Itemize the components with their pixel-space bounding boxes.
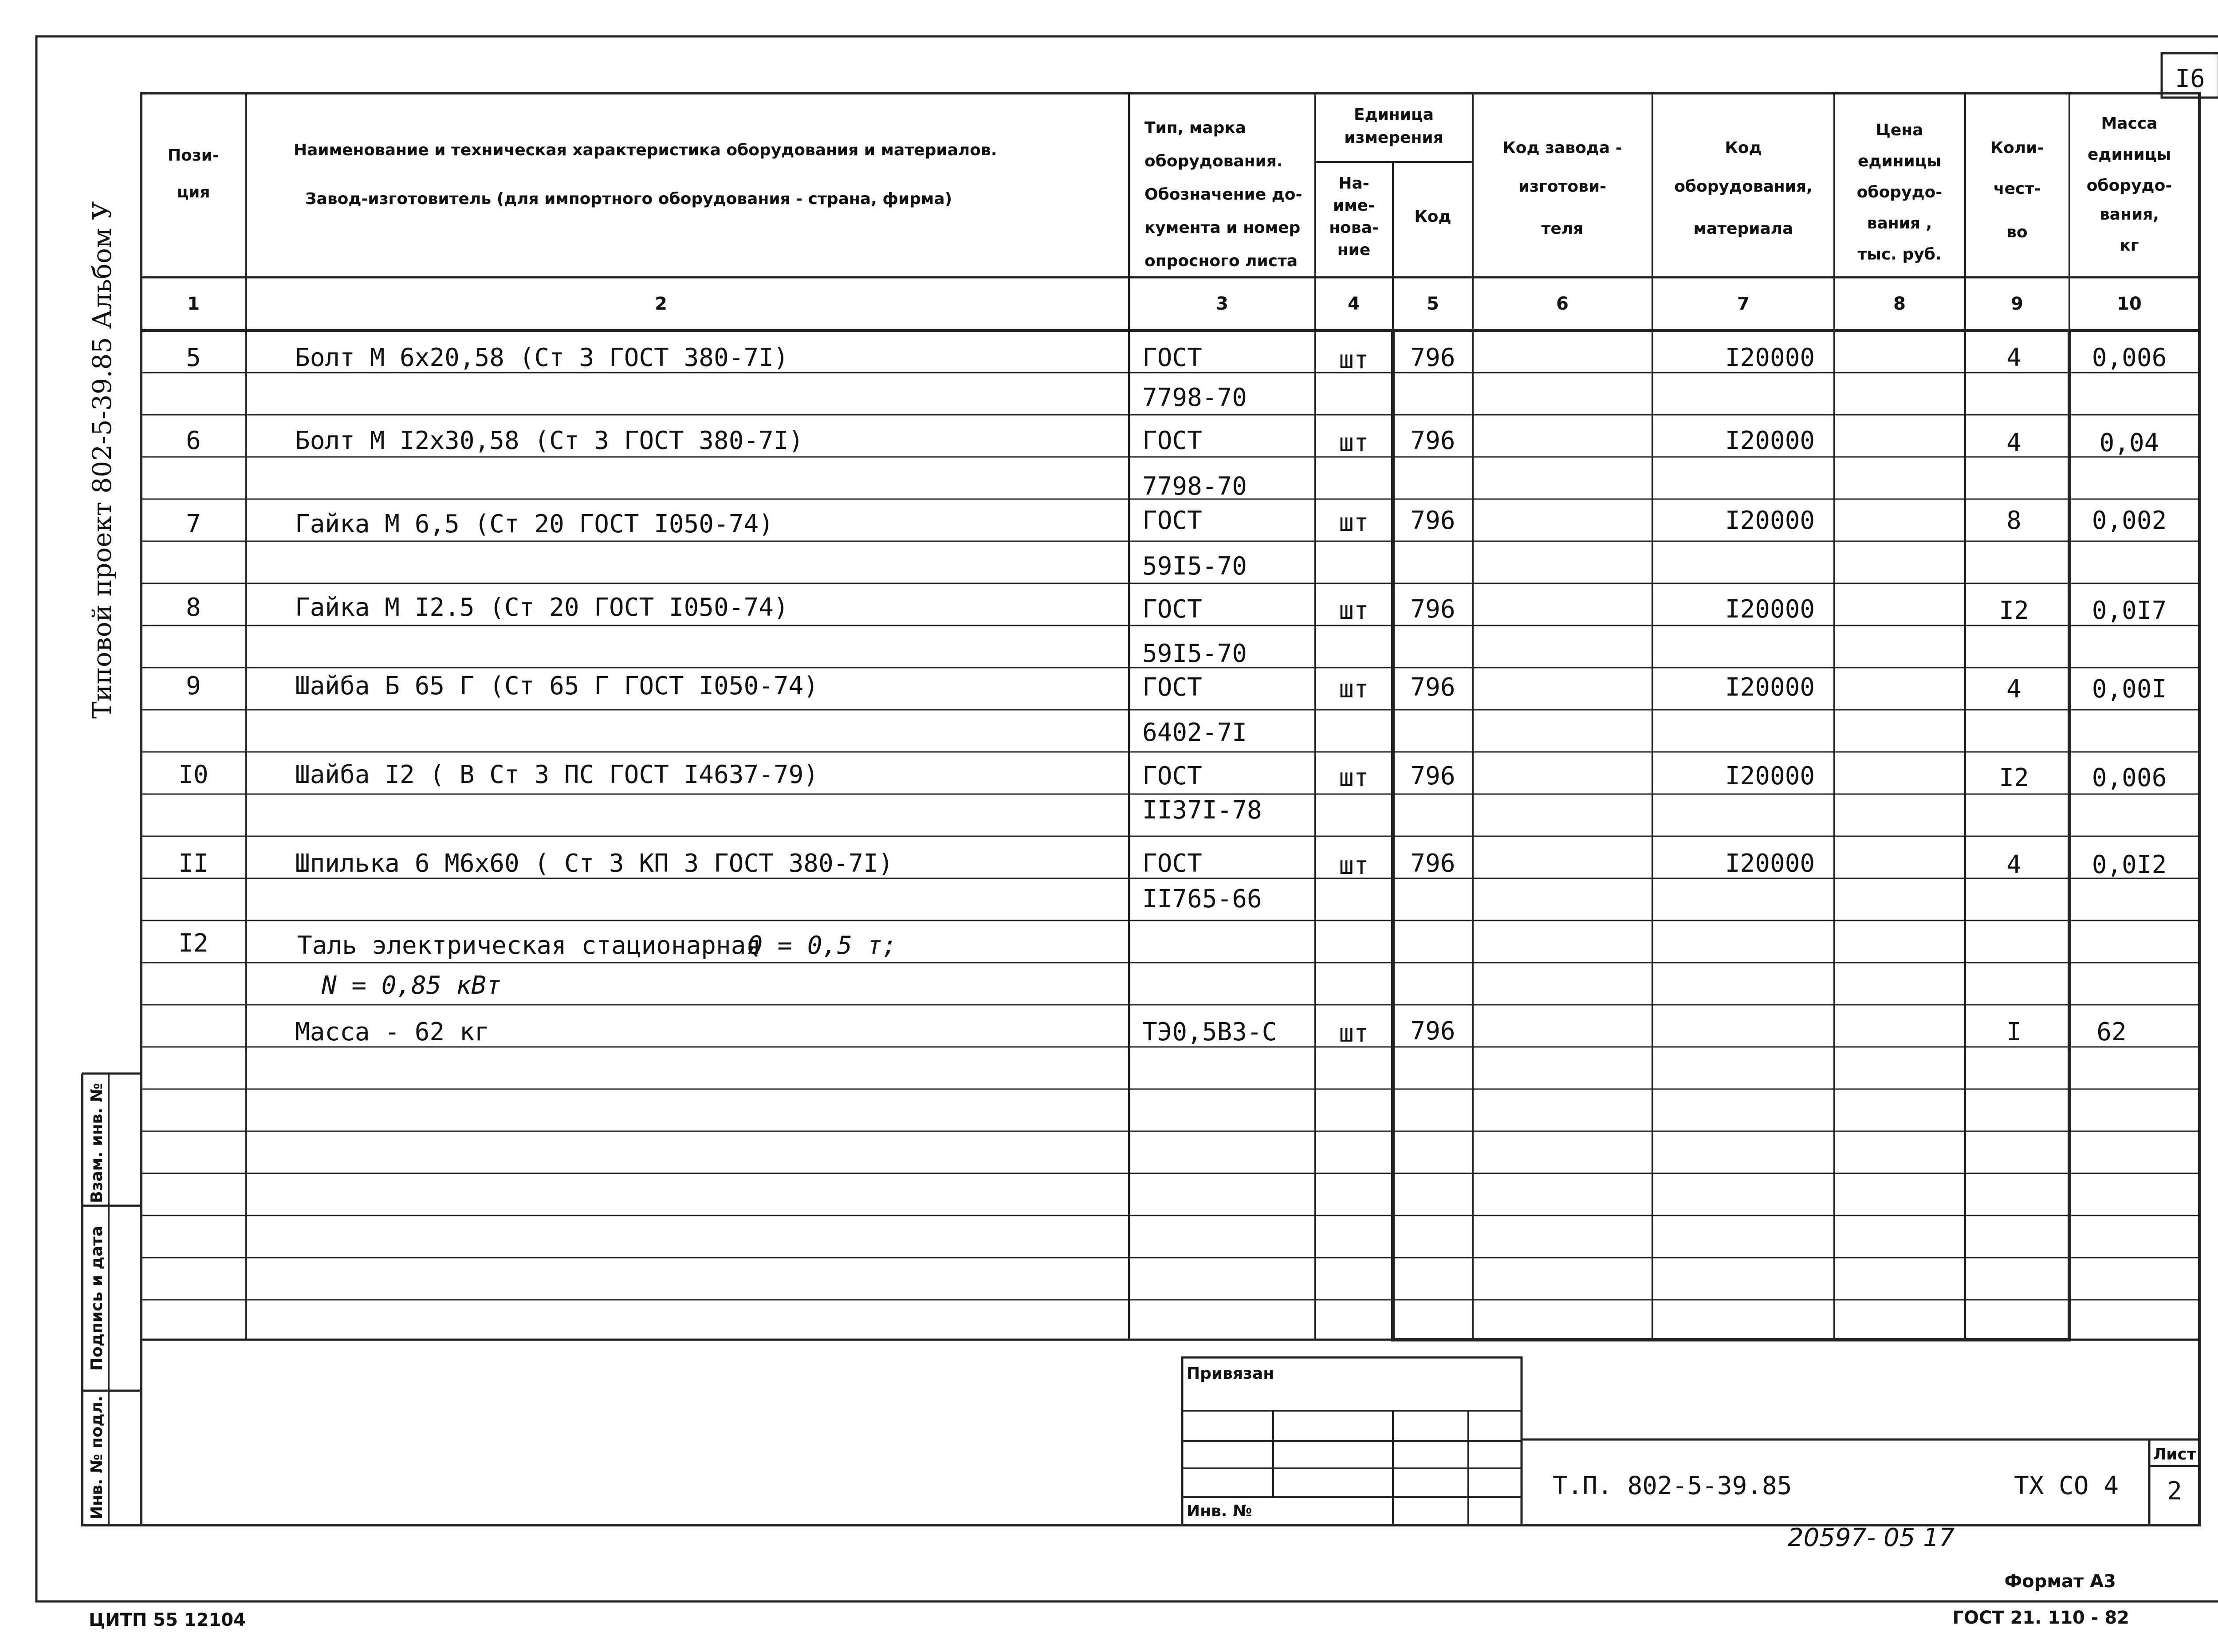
row-unit-code: 796 xyxy=(1410,849,1455,878)
row-mass: 0,0I7 xyxy=(2092,596,2167,625)
row-unit: шт xyxy=(1339,763,1369,792)
row-name: Гайка М 6,5 (Ст 20 ГОСТ I050-74) xyxy=(295,510,774,539)
row-unit: шт xyxy=(1339,596,1369,625)
hdr-col10-l5: кг xyxy=(2120,236,2139,255)
hdr-col6-l3: теля xyxy=(1541,220,1584,238)
table-row xyxy=(178,849,2167,913)
row-name: Шайба Б 65 Г (Ст 65 Г ГОСТ I050-74) xyxy=(295,672,819,700)
hdr-col2-l2: Завод-изготовитель (для импортного оборудования - страна, фирма) xyxy=(305,190,952,208)
hdr-col4-l2: име- xyxy=(1333,197,1375,215)
table-row xyxy=(186,506,2167,581)
table-row xyxy=(178,760,2167,825)
row-position: 7 xyxy=(186,510,201,539)
hdr-col3-l4: кумента и номер xyxy=(1144,219,1301,237)
row-quantity: I xyxy=(2006,1018,2021,1046)
hdr-col10-l2: единицы xyxy=(2087,146,2171,164)
row-doc-number: 59I5-70 xyxy=(1142,552,1247,581)
row-position: II xyxy=(178,849,208,878)
row-unit-code: 796 xyxy=(1410,343,1455,372)
row-material-code: I20000 xyxy=(1725,506,1815,535)
row-doc-number: II765-66 xyxy=(1142,885,1262,913)
row-doc: ГОСТ xyxy=(1142,506,1202,535)
table-row xyxy=(186,593,2167,668)
sheet-label: Лист xyxy=(2153,1445,2196,1463)
hdr-col10-l4: вания, xyxy=(2100,205,2159,224)
row-name: Шайба I2 ( В Ст 3 ПС ГОСТ I4637-79) xyxy=(295,760,819,789)
col-number: 9 xyxy=(2011,294,2023,314)
row-unit: шт xyxy=(1339,429,1369,457)
row-name: Болт М I2x30,58 (Ст 3 ГОСТ 380-7I) xyxy=(295,426,804,455)
row-doc: ГОСТ xyxy=(1142,426,1202,455)
inventory-number-label: Инв. № xyxy=(1187,1502,1252,1520)
col-number: 8 xyxy=(1893,294,1906,314)
row-mass: 0,006 xyxy=(2092,343,2167,372)
row-quantity: I2 xyxy=(1999,596,2029,625)
row-quantity: 4 xyxy=(2006,850,2021,879)
stamp-inv-original: Инв. № подл. xyxy=(88,1396,106,1519)
col-number: 7 xyxy=(1737,294,1750,314)
hdr-col1-l2: ция xyxy=(177,183,210,201)
row-doc-number: 7798-70 xyxy=(1142,472,1247,501)
row-material-code: I20000 xyxy=(1725,849,1815,878)
row-doc: ТЭ0,5В3-С xyxy=(1142,1018,1277,1046)
format-label: Формат А3 xyxy=(2004,1571,2116,1592)
hdr-col3-l2: оборудования. xyxy=(1144,152,1283,170)
hdr-col5: Код xyxy=(1414,208,1451,226)
hdr-col45-l2: измерения xyxy=(1344,129,1443,147)
document-designation: Т.П. 802-5-39.85 xyxy=(1553,1471,1792,1500)
hdr-col8-l3: оборудо- xyxy=(1856,183,1943,201)
printer-code: ЦИТП 55 12104 xyxy=(89,1610,246,1630)
stamp-replaced-inv: Взам. инв. № xyxy=(88,1083,106,1203)
hdr-col9-l2: чест- xyxy=(1993,180,2041,198)
hdr-col7-l3: материала xyxy=(1693,220,1793,238)
row-quantity: 4 xyxy=(2006,675,2021,704)
row-formula-power: N = 0,85 кВт xyxy=(322,971,501,1000)
sheet-number: I6 xyxy=(2175,64,2205,93)
row-material-code: I20000 xyxy=(1725,673,1815,702)
col-number: 6 xyxy=(1556,294,1569,314)
row-mass: 0,0I2 xyxy=(2092,850,2167,879)
col-number: 3 xyxy=(1216,294,1228,314)
hdr-col8-l4: вания , xyxy=(1867,214,1932,232)
row-unit: шт xyxy=(1339,346,1369,374)
col-number: 4 xyxy=(1348,294,1360,314)
row-unit-code: 796 xyxy=(1410,673,1455,702)
row-quantity: 4 xyxy=(2006,429,2021,457)
col-number: 1 xyxy=(187,294,200,314)
gost-label: ГОСТ 21. 110 - 82 xyxy=(1952,1608,2129,1628)
table-grid xyxy=(141,93,2199,1340)
sheet-value: 2 xyxy=(2167,1477,2182,1506)
hdr-col6-l2: изготови- xyxy=(1518,177,1607,196)
hdr-col8-l1: Цена xyxy=(1876,121,1923,139)
row-position: 8 xyxy=(186,593,201,622)
row-unit: шт xyxy=(1339,851,1369,880)
hdr-col4-l1: На- xyxy=(1338,174,1369,193)
row-unit: шт xyxy=(1339,675,1369,704)
row-mass: 62 xyxy=(2096,1018,2127,1046)
row-mass: 0,04 xyxy=(2099,429,2159,457)
row-unit-code: 796 xyxy=(1410,595,1455,624)
row-mass-note: Масса - 62 кг xyxy=(295,1018,490,1046)
handwritten-archive-number: 20597- 05 17 xyxy=(1788,1523,1955,1552)
table-row xyxy=(186,343,2167,412)
row-unit-code: 796 xyxy=(1410,762,1455,791)
row-doc: ГОСТ xyxy=(1142,849,1202,878)
row-quantity: I2 xyxy=(1999,763,2029,792)
row-position: I2 xyxy=(178,929,208,958)
row-unit-code: 796 xyxy=(1410,1017,1455,1046)
hdr-col45-l1: Единица xyxy=(1354,106,1434,124)
row-name: Гайка М I2.5 (Ст 20 ГОСТ I050-74) xyxy=(295,593,789,622)
row-quantity: 4 xyxy=(2006,343,2021,372)
hdr-col10-l1: Масса xyxy=(2101,114,2158,133)
document-code: ТХ СО 4 xyxy=(2014,1471,2119,1500)
row-quantity: 8 xyxy=(2006,506,2021,535)
table-header xyxy=(168,106,2172,270)
row-doc-number: 6402-7I xyxy=(1142,718,1247,747)
column-numbers xyxy=(187,294,2142,314)
row-name: Болт М 6x20,58 (Ст 3 ГОСТ 380-7I) xyxy=(295,343,789,372)
row-mass: 0,002 xyxy=(2092,506,2167,535)
row-mass: 0,00I xyxy=(2092,675,2167,704)
row-formula-load: Q = 0,5 т; xyxy=(747,931,897,960)
row-material-code: I20000 xyxy=(1725,426,1815,455)
row-position: 9 xyxy=(186,672,201,700)
privyazan-label: Привязан xyxy=(1187,1365,1274,1383)
hdr-col4-l4: ние xyxy=(1337,241,1371,259)
hdr-col3-l5: опросного листа xyxy=(1144,252,1298,270)
hdr-col9-l1: Коли- xyxy=(1990,139,2044,157)
hdr-col7-l1: Код xyxy=(1725,139,1762,157)
row-doc: ГОСТ xyxy=(1142,762,1202,791)
table-row xyxy=(186,426,2159,501)
hdr-col2-l1: Наименование и техническая характеристика оборудования и материалов. xyxy=(294,141,997,159)
row-doc: ГОСТ xyxy=(1142,343,1202,372)
side-title: Типовой проект 802-5-39.85 Альбом У xyxy=(87,201,117,719)
col-number: 2 xyxy=(655,294,667,314)
row-name: Таль электрическая стационарная xyxy=(297,931,761,960)
hdr-col8-l5: тыс. руб. xyxy=(1857,245,1942,264)
row-doc-number: 59I5-70 xyxy=(1142,639,1247,668)
row-mass: 0,006 xyxy=(2092,763,2167,792)
row-position: 5 xyxy=(186,343,201,372)
hdr-col3-l3: Обозначение до- xyxy=(1144,185,1302,204)
col-number: 5 xyxy=(1427,294,1439,314)
row-unit: шт xyxy=(1339,508,1369,537)
row-material-code: I20000 xyxy=(1725,595,1815,624)
hdr-col6-l1: Код завода - xyxy=(1502,139,1622,157)
row-unit-code: 796 xyxy=(1410,506,1455,535)
row-doc: ГОСТ xyxy=(1142,673,1202,702)
row-doc: ГОСТ xyxy=(1142,595,1202,624)
row-doc-number: II37I-78 xyxy=(1142,796,1262,825)
hdr-col9-l3: во xyxy=(2006,223,2028,241)
hdr-col10-l3: оборудо- xyxy=(2086,177,2172,195)
hdr-col8-l2: единицы xyxy=(1857,152,1942,170)
outer-frame xyxy=(36,36,2218,1601)
hdr-col3-l1: Тип, марка xyxy=(1144,119,1247,137)
stamp-signature-date: Подпись и дата xyxy=(88,1226,106,1371)
hdr-col4-l3: нова- xyxy=(1329,219,1379,237)
col-number: 10 xyxy=(2117,294,2142,314)
row-unit-code: 796 xyxy=(1410,426,1455,455)
row-material-code: I20000 xyxy=(1725,762,1815,791)
row-material-code: I20000 xyxy=(1725,343,1815,372)
row-position: I0 xyxy=(178,760,208,789)
row-position: 6 xyxy=(186,426,201,455)
hdr-col7-l2: оборудования, xyxy=(1674,177,1813,196)
row-unit: шт xyxy=(1339,1019,1369,1048)
row-name: Шпилька 6 М6x60 ( Ст 3 КП 3 ГОСТ 380-7I) xyxy=(295,849,893,878)
left-stamp xyxy=(82,1074,141,1525)
row-doc-number: 7798-70 xyxy=(1142,383,1247,412)
hdr-col1-l1: Пози- xyxy=(168,146,219,165)
